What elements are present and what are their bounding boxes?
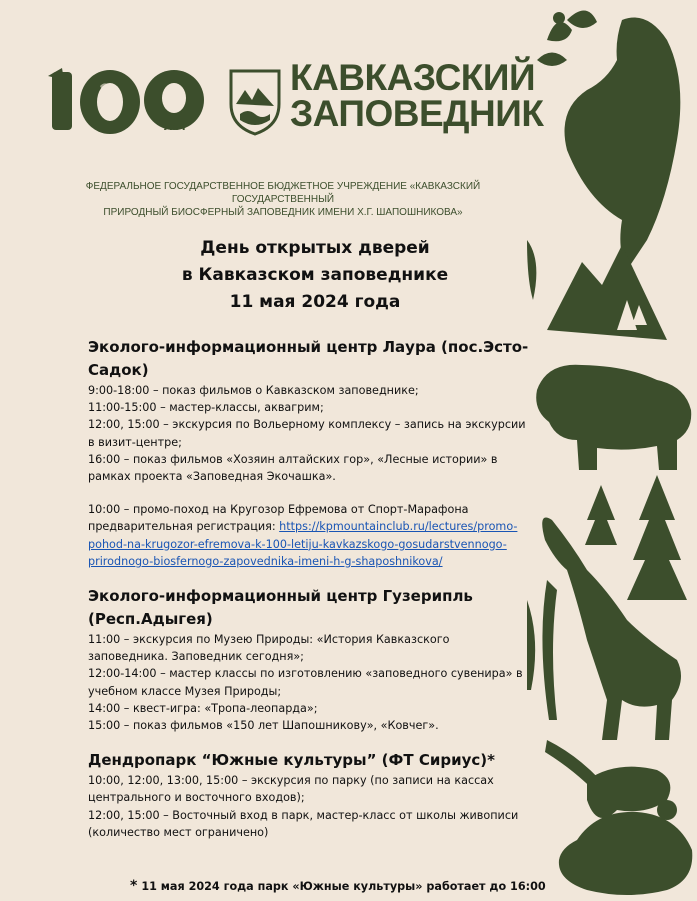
fern-icon <box>542 580 557 720</box>
reserve-shield-logo <box>228 68 282 136</box>
schedule-line: центрального и восточного входов); <box>88 791 305 805</box>
heading-line: Эколого-информационный центр Гузерипль <box>88 587 473 606</box>
org-line-2: ПРИРОДНЫЙ БИОСФЕРНЫЙ ЗАПОВЕДНИК ИМЕНИ Х.Г. ШАПОШНИКОВА» <box>103 207 463 218</box>
brand-line-2: ЗАПОВЕДНИК <box>290 93 544 134</box>
schedule-line: 15:00 – показ фильмов «150 лет Шапошникову», «Ковчег». <box>88 719 439 733</box>
footnote-text: 11 мая 2024 года парк «Южные культуры» работает до 16:00 <box>141 880 546 893</box>
section-laura <box>88 336 548 570</box>
brand-line-1: КАВКАЗСКИЙ <box>290 57 536 98</box>
eagle-icon <box>565 18 681 271</box>
title-line-2: в Кавказском заповеднике <box>181 265 449 285</box>
title-line-3: 11 мая 2024 года <box>229 292 401 312</box>
schedule-line: 14:00 – квест-игра: «Тропа-леопарда»; <box>88 701 318 715</box>
section-dendropark-heading <box>88 749 548 772</box>
bear-icon <box>536 365 691 470</box>
heading-line: Дендропарк “Южные культуры” (ФТ Сириус)* <box>88 751 495 770</box>
schedule-line: в визит-центре; <box>88 435 182 449</box>
schedule-line: 10:00, 12:00, 13:00, 15:00 – экскурсия по парку (по записи на кассах <box>88 774 494 788</box>
wildlife-silhouette-column <box>527 0 697 901</box>
heading-line: Эколого-информационный центр Лаура (пос.Эсто- <box>88 338 529 356</box>
registration-link-cont[interactable]: pohod-na-krugozor-efremova-k-100-letiju-kavkazskogo-gosudarstvennogo- <box>88 537 507 551</box>
registration-link[interactable]: https://kpmountainclub.ru/lectures/promo- <box>279 520 518 534</box>
registration-link-cont[interactable]: prirodnogo-biosfernogo-zapovednika-imeni-h-g-shaposhnikova/ <box>88 554 443 568</box>
section-guzeripl <box>88 585 548 734</box>
grouse-icon <box>559 812 692 895</box>
schedule-line: 16:00 – показ фильмов «Хозяин алтайских гор», «Лесные истории» в <box>88 452 498 466</box>
footnote-star: * <box>130 878 138 894</box>
schedule-line: учебном классе Музея Природы; <box>88 684 282 698</box>
schedule-line: 12:00, 15:00 – экскурсия по Вольерному комплексу – запись на экскурсии <box>88 418 526 432</box>
schedule-line: (количество мест ограничено) <box>88 825 269 839</box>
pine-tree-icon <box>627 475 687 600</box>
mountain-icon <box>547 245 667 340</box>
schedule-line: 12:00, 15:00 – Восточный вход в парк, мастер-класс от школы живописи <box>88 808 519 822</box>
event-title <box>150 235 480 316</box>
schedule-line: 12:00-14:00 – мастер классы по изготовлению «заповедного сувенира» в <box>88 667 523 681</box>
section-dendropark <box>88 749 548 841</box>
registration-label: предварительная регистрация: <box>88 520 280 534</box>
schedule-line: 11:00 – экскурсия по Музею Природы: «История Кавказского <box>88 633 450 647</box>
section-guzeripl-heading <box>88 585 548 631</box>
footnote <box>130 878 550 894</box>
anniversary-100-logo <box>46 66 214 136</box>
organization-name <box>48 180 518 219</box>
schedule-line: 9:00-18:00 – показ фильмов о Кавказском заповеднике; <box>88 384 419 397</box>
title-line-1: День открытых дверей <box>200 238 430 258</box>
anniversary-years-text: лет <box>164 117 188 133</box>
schedule-line: 10:00 – промо-поход на Кругозор Ефремова от Спорт-Марафона <box>88 503 469 517</box>
org-line-1: ФЕДЕРАЛЬНОЕ ГОСУДАРСТВЕННОЕ БЮДЖЕТНОЕ УЧРЕЖДЕНИЕ «КАВКАЗСКИЙ ГОСУДАРСТВЕННЫЙ <box>85 181 481 205</box>
schedule-line: 11:00-15:00 – мастер-классы, аквагрим; <box>88 401 324 415</box>
schedule-content <box>88 336 548 841</box>
schedule-line: заповедника. Заповедник сегодня»; <box>88 650 304 664</box>
schedule-line: рамках проекта «Заповедная Экочашка». <box>88 470 336 484</box>
section-laura-heading <box>88 336 548 382</box>
heading-line: Садок) <box>88 361 149 379</box>
heading-line: (Респ.Адыгея) <box>88 610 213 629</box>
flower-icon <box>537 10 597 66</box>
brand-name <box>290 57 544 134</box>
registration-line <box>88 518 548 535</box>
